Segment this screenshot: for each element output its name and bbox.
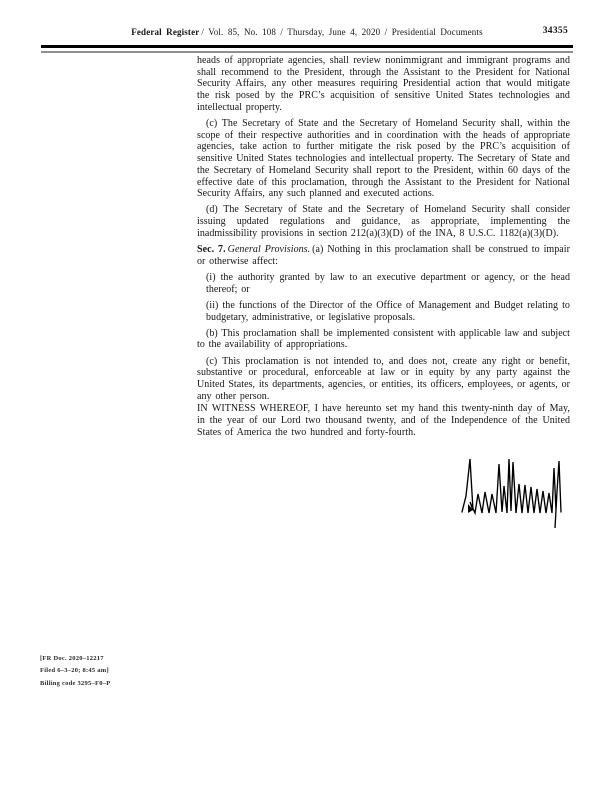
- paragraph-sec7: [197, 244, 570, 267]
- filed-stamp: Filed 6–3–20; 8:45 am]: [40, 667, 109, 675]
- paragraph-sec6-c: (c) The Secretary of State and the Secretary of Homeland Security shall, within the scope of their respective authorities and in coordination with the heads of appropriate agencies, take action to further mitigate the risk posed by the PRC’s acquisition of sensitive United States technologies and intellectual property. The Secretary of State and the Secretary of Homeland Security shall report to the President, within 60 days of the effective date of this proclamation, through the Assistant to the President for National Security Affairs, any such planned and executed actions.: [197, 118, 570, 200]
- issue-info: / Vol. 85, No. 108 / Thursday, June 4, 2020 / Presidential Documents: [201, 27, 483, 37]
- fr-doc-number: [FR Doc. 2020–12217: [40, 655, 104, 662]
- billing-code: Billing code 3295–F0–P: [40, 679, 111, 687]
- paragraph-sec6-d: (d) The Secretary of State and the Secretary of Homeland Security shall consider issuing updated regulations and guidance, as appropriate, implementing the inadmissibility provisions in section 212(a)(3)(D) of the INA, 8 U.S.C. 1182(a)(3)(D).: [197, 204, 570, 239]
- paragraph-continuation: heads of appropriate agencies, shall review nonimmigrant and immigrant programs and shall recommend to the President, through the Assistant to the President for National Security Affairs, any other measures requiring Presidential action that would mitigate the risk posed by the PRC’s acquisition of sensitive United States technologies and intellectual property.: [197, 55, 570, 113]
- clause-ii: (ii) the functions of the Director of the Office of Management and Budget relating to budgetary, administrative, or legislative proposals.: [206, 299, 570, 323]
- header-rule-gray: [41, 51, 573, 53]
- section-number: Sec. 7.: [197, 244, 226, 256]
- paragraph-sec7-c: (c) This proclamation is not intended to, and does not, create any right or benefit, substantive or procedural, enforceable at law or in equity by any party against the United States, its departments, agencies, or entities, its officers, employees, or agents, or any other person.: [197, 355, 570, 402]
- presidential-signature-image: [459, 452, 563, 530]
- header-title-line: [41, 27, 573, 38]
- document-footer: [40, 653, 111, 690]
- clause-i: (i) the authority granted by law to an executive department or agency, or the head thereof; or: [206, 271, 570, 295]
- page-number: 34355: [542, 26, 568, 36]
- section-title: General Provisions.: [227, 244, 311, 256]
- proclamation-body: [197, 55, 570, 439]
- witness-clause: IN WITNESS WHEREOF, I have hereunto set my hand this twenty-ninth day of May, in the year of our Lord two thousand twenty, and of the Independence of the United States of America the two hundred and forty-fourth.: [197, 403, 570, 438]
- paragraph-sec7-b: (b) This proclamation shall be implemented consistent with applicable law and subject to the availability of appropriations.: [197, 327, 570, 351]
- header-rule-black: [41, 45, 573, 48]
- journal-title: Federal Register: [131, 27, 200, 37]
- section-text: (a) Nothing in this proclamation shall be construed to impair or otherwise affect:: [197, 244, 571, 267]
- page-header: [41, 0, 573, 60]
